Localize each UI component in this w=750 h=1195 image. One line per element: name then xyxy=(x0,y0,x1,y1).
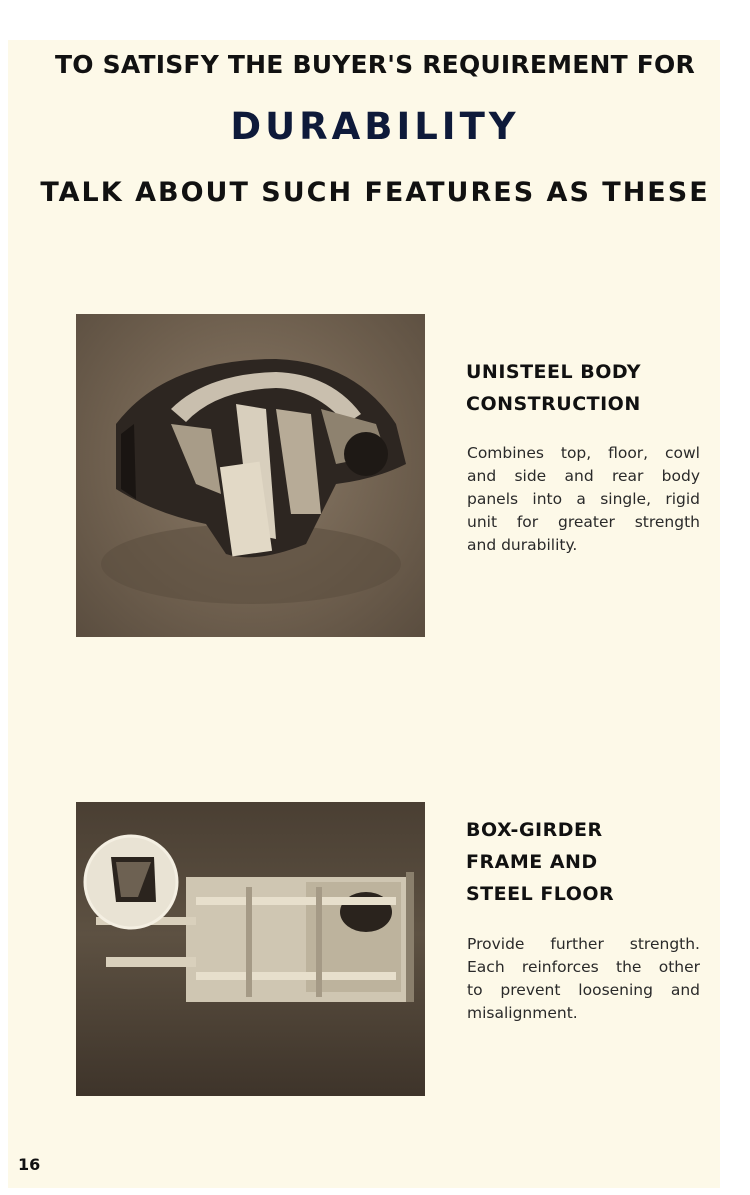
feature-body-line: to prevent loosening and xyxy=(467,981,700,999)
feature-title-line: UNISTEEL BODY xyxy=(466,361,642,383)
feature-title-line: FRAME AND xyxy=(466,851,598,873)
headline-talk-about: TALK ABOUT SUCH FEATURES AS THESE xyxy=(40,177,710,208)
unisteel-body-photo xyxy=(76,314,425,637)
box-girder-frame-photo xyxy=(76,802,425,1096)
car-body-illustration xyxy=(76,314,425,637)
frame-illustration xyxy=(76,802,425,1096)
headline-intro: TO SATISFY THE BUYER'S REQUIREMENT FOR xyxy=(55,50,695,79)
feature-title-unisteel xyxy=(466,356,716,420)
feature-body-line: panels into a single, rigid xyxy=(467,490,700,508)
feature-body-line: Provide further strength. xyxy=(467,935,700,953)
feature-title-line: BOX-GIRDER xyxy=(466,819,603,841)
feature-body-line: Each reinforces the other xyxy=(467,958,700,976)
headline-durability: DURABILITY xyxy=(230,105,520,148)
page-number: 16 xyxy=(18,1155,41,1174)
feature-title-line: CONSTRUCTION xyxy=(466,393,641,415)
feature-title-box-girder xyxy=(466,814,716,910)
feature-body-line: and durability. xyxy=(467,536,578,554)
feature-body-line: unit for greater strength xyxy=(467,513,700,531)
feature-body-line: and side and rear body xyxy=(467,467,700,485)
feature-title-line: STEEL FLOOR xyxy=(466,883,615,905)
feature-body-line: misalignment. xyxy=(467,1004,578,1022)
feature-body-line: Combines top, floor, cowl xyxy=(467,444,700,462)
